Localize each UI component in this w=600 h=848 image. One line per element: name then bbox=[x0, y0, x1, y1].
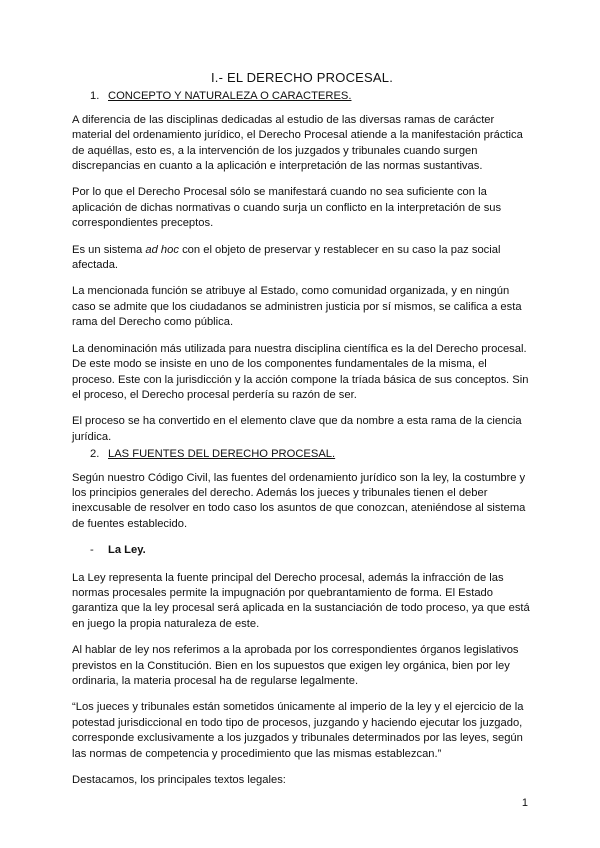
paragraph-1: A diferencia de las disciplinas dedicadas al estudio de las diversas ramas de carácter material del ordenamiento jurídico, el Derecho Procesal atiende a la manifestación práctica de aquéllas, esto es, a la intervención de los juzgados y tribunales cuando surgen discrepancias en cuanto a la aplicación e interpretación de las normas sustantivas. bbox=[72, 113, 523, 173]
section-title: CONCEPTO Y NATURALEZA O CARACTERES. bbox=[108, 90, 352, 103]
section-title: LAS FUENTES DEL DERECHO PROCESAL. bbox=[108, 448, 336, 461]
paragraph-7: Según nuestro Código Civil, las fuentes del ordenamiento jurídico son la ley, la costumbre y los principios generales del derecho. Además los jueces y tribunales tienen el deber inexcusable de resolver en todo caso los asuntos de que conozcan, ateniéndose al sistema de fuentes establecido. bbox=[72, 471, 526, 530]
paragraph-9: Al hablar de ley nos referimos a la aprobada por los correspondientes órganos legislativos previstos en la Constitución. Bien en los supuestos que exigen ley orgánica, bien por ley ordinaria, la materia procesal ha de regularse legalmente. bbox=[72, 644, 519, 687]
paragraph-6: El proceso se ha convertido en el elemento clave que da nombre a esta rama de la ciencia jurídica. bbox=[72, 415, 522, 443]
paragraph-4: La mencionada función se atribuye al Estado, como comunidad organizada, y en ningún caso se admite que los ciudadanos se administren justicia por sí mismos, se califica a esta rama del Derecho como pública. bbox=[72, 285, 522, 329]
page-number: 1 bbox=[521, 797, 528, 809]
paragraph-8: La Ley representa la fuente principal del Derecho procesal, además la infracción de las normas procesales permite la impugnación por quebrantamiento de forma. El Estado garantiza que la ley procesal será aplicada en la sustanciación de todo proceso, ya que está en juego la propia naturaleza de este. bbox=[72, 571, 530, 630]
document-body bbox=[72, 70, 532, 799]
paragraph-3 bbox=[72, 243, 532, 274]
section-heading-fuentes bbox=[72, 447, 532, 462]
section-number: 1. bbox=[90, 90, 100, 103]
bullet-label: La Ley. bbox=[108, 544, 146, 557]
paragraph-11: Destacamos, los principales textos legales: bbox=[72, 774, 286, 787]
ad-hoc-italic: ad hoc bbox=[145, 243, 179, 256]
section-heading-concepto bbox=[72, 89, 532, 104]
bullet-dash: - bbox=[90, 544, 94, 557]
paragraph-3-start: Es un sistema bbox=[72, 243, 146, 256]
document-title: I.- EL DERECHO PROCESAL. bbox=[210, 70, 394, 85]
paragraph-3-end: con el objeto de preservar y restablecer en su caso la paz social afectada. bbox=[72, 243, 501, 272]
paragraph-10-quote: “Los jueces y tribunales están sometidos únicamente al imperio de la ley y el ejercicio de la potestad jurisdiccional en todo tipo de procesos, juzgando y haciendo ejecutar los juzgado, corresponde exclusivamente a los juzgados y tribunales determinados por las leyes, según las normas de competencia y procedimiento que las mismas establezcan.” bbox=[72, 701, 524, 760]
bullet-la-ley bbox=[72, 543, 532, 558]
paragraph-2: Por lo que el Derecho Procesal sólo se manifestará cuando no sea suficiente con la aplicación de dichas normativas o cuando surja un conflicto en la interpretación de sus correspondientes preceptos. bbox=[72, 186, 502, 230]
paragraph-5: La denominación más utilizada para nuestra disciplina científica es la del Derecho procesal. De este modo se insiste en uno de los componentes fundamentales de la misma, el proceso. Este con la jurisdicción y la acción compone la tríada básica de sus conceptos. Sin el proceso, el Derecho procesal perdería su razón de ser. bbox=[72, 342, 529, 401]
section-number: 2. bbox=[90, 448, 100, 461]
